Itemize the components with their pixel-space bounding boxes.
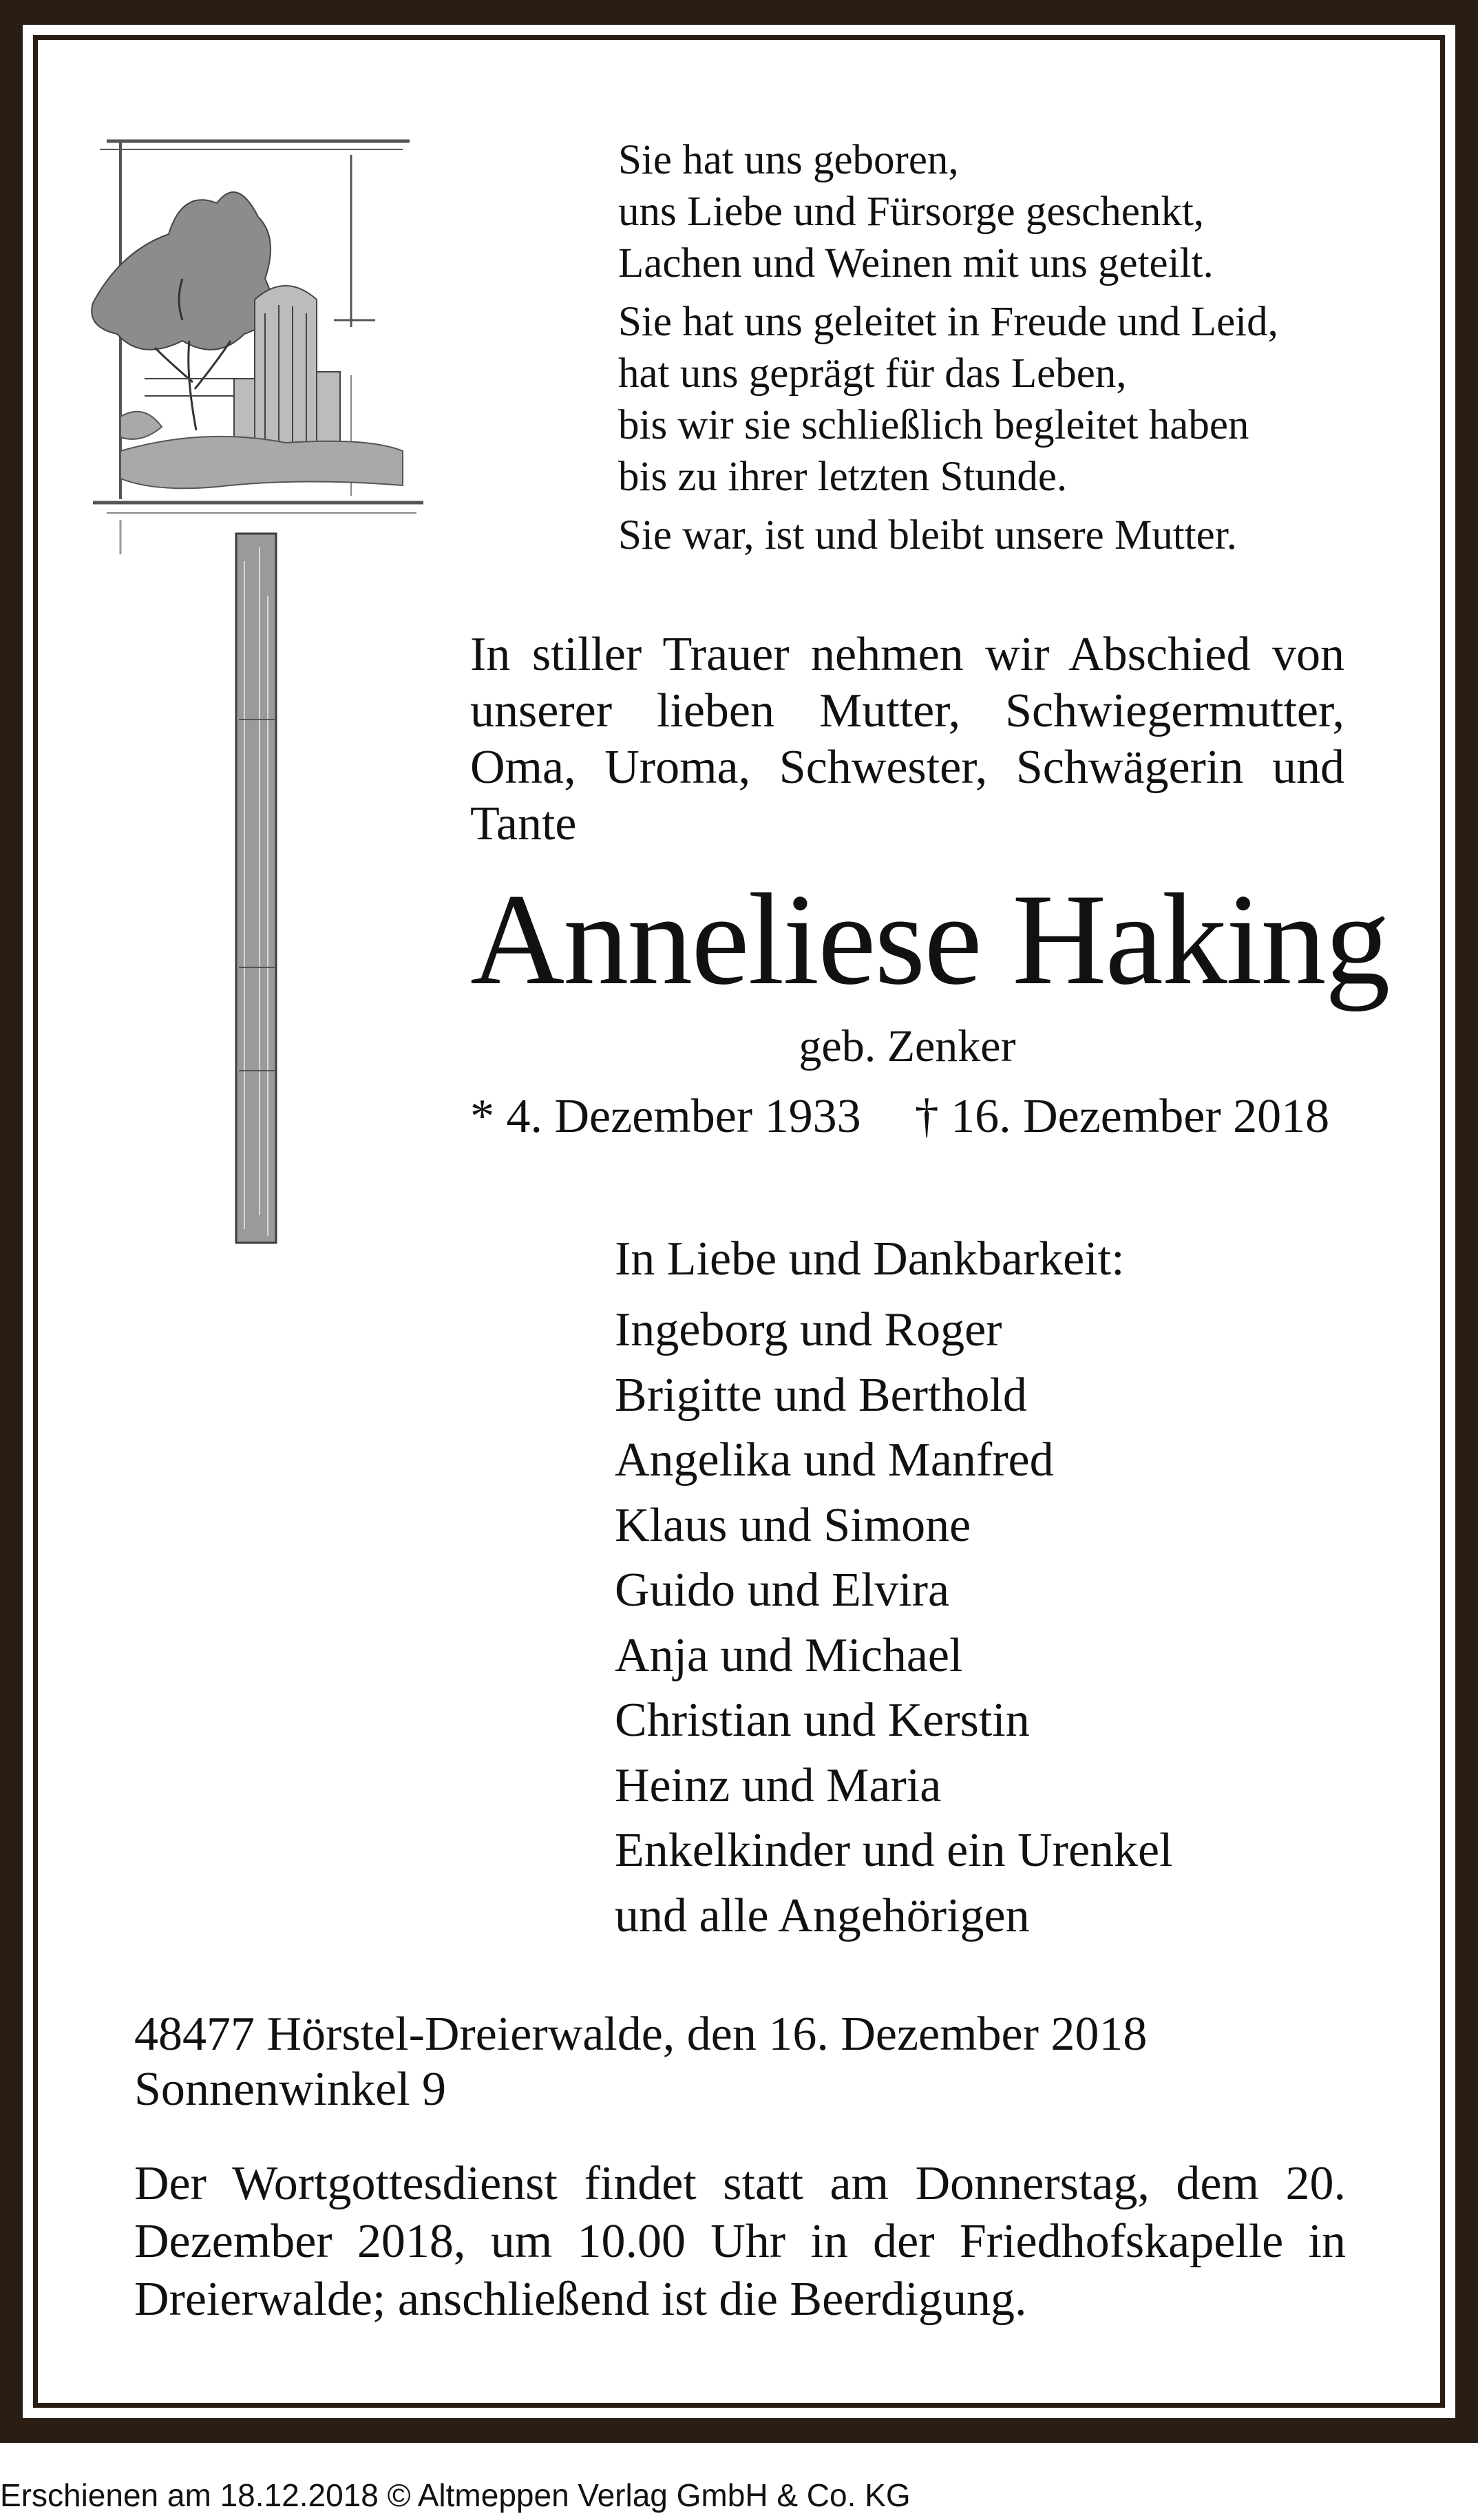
poem-line: Lachen und Weinen mit uns geteilt. (618, 240, 1214, 286)
mourner-entry: Ingeborg und Roger (615, 1303, 1002, 1356)
mourner-entry: Heinz und Maria (615, 1758, 942, 1812)
place-and-address (134, 2007, 1373, 2117)
farewell-intro: In stiller Trauer nehmen wir Abschied von unserer lieben Mutter, Schwiegermutter, Oma, Uroma, Schwester, Schwägerin und Tante (470, 628, 1344, 850)
poem-line: uns Liebe und Fürsorge geschenkt, (618, 189, 1205, 235)
mourner-entry: Guido und Elvira (615, 1564, 950, 1617)
poem-line: Sie hat uns geboren, (618, 137, 959, 183)
service-announcement: Der Wortgottesdienst findet statt am Donnerstag, dem 20. Dezember 2018, um 10.00 Uhr in der Friedhofskapelle in Dreierwalde; anschließend ist die Beerdigung. (134, 2157, 1346, 2326)
mourner-entry: Anja und Michael (615, 1628, 963, 1682)
mourner-entry: Christian und Kerstin (615, 1694, 1030, 1747)
memorial-poem (618, 134, 1410, 568)
life-dates (470, 1088, 1344, 1146)
cross-illustration (79, 114, 437, 1250)
poem-line: Sie hat uns geleitet in Freude und Leid, (618, 299, 1278, 345)
poem-line: bis zu ihrer letzten Stunde. (618, 454, 1068, 500)
poem-stanza (618, 510, 1410, 561)
poem-line: bis wir sie schließlich begleitet haben (618, 402, 1249, 448)
poem-stanza (618, 134, 1410, 289)
mourner-entry: und alle Angehörigen (615, 1889, 1030, 1942)
mourner-entry: Brigitte und Berthold (615, 1368, 1027, 1422)
mourner-entry: Angelika und Manfred (615, 1434, 1054, 1487)
mourner-entry: Enkelkinder und ein Urenkel (615, 1824, 1173, 1877)
place-date: 48477 Hörstel-Dreierwalde, den 16. Dezember 2018 (134, 2008, 1148, 2061)
mourners-heading: In Liebe und Dankbarkeit: (615, 1232, 1125, 1285)
birth-name: geb. Zenker (799, 1021, 1016, 1071)
poem-line: hat uns geprägt für das Leben, (618, 350, 1127, 397)
publication-footer: Erschienen am 18.12.2018 © Altmeppen Verlag GmbH & Co. KG (0, 2477, 911, 2513)
birth-date: * 4. Dezember 1933 (470, 1090, 861, 1143)
mourners-block (615, 1229, 1372, 1949)
poem-line: Sie war, ist und bleibt unsere Mutter. (618, 512, 1237, 558)
address: Sonnenwinkel 9 (134, 2063, 447, 2116)
deceased-name: Anneliese Haking (470, 868, 1389, 1012)
death-date: † 16. Dezember 2018 (914, 1090, 1330, 1143)
mourner-entry: Klaus und Simone (615, 1498, 971, 1552)
poem-stanza (618, 296, 1410, 503)
